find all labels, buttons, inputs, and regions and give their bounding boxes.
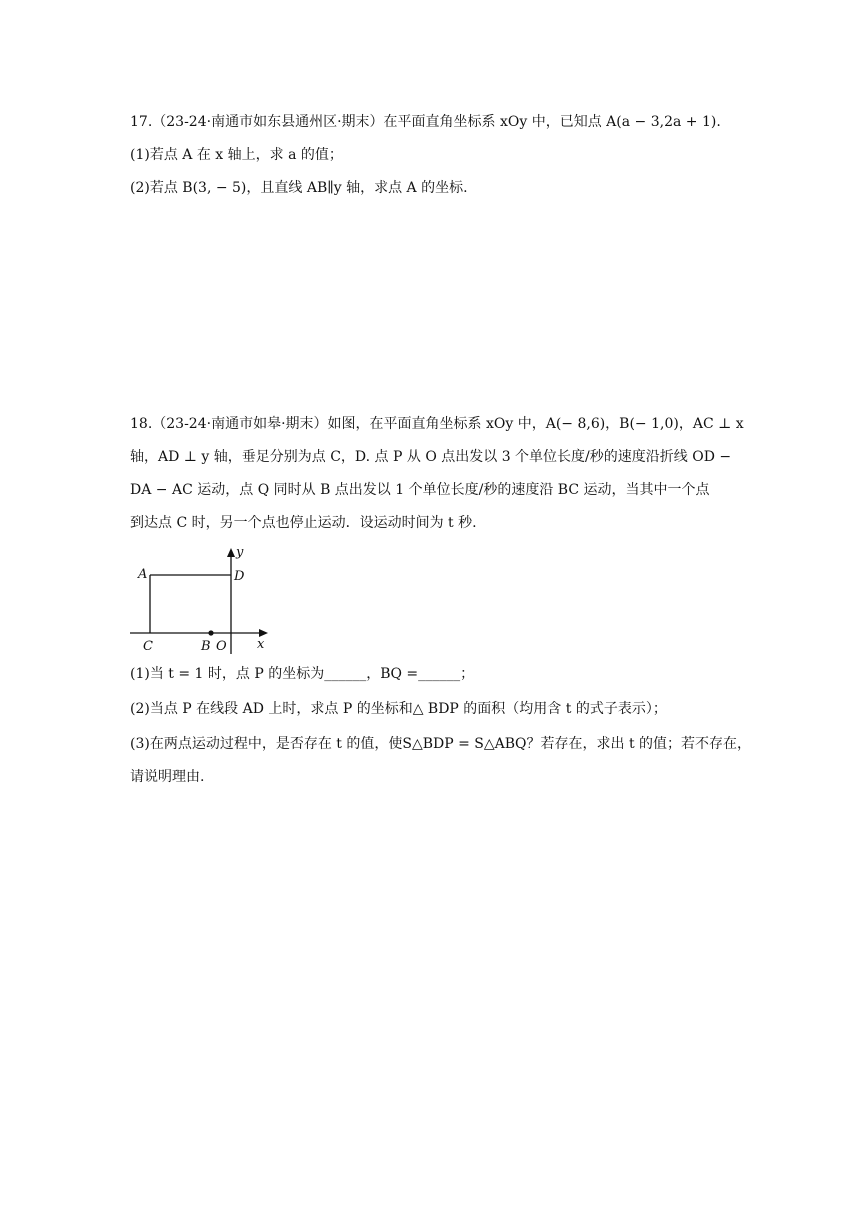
- q17-stem: 17.（23-24·南通市如东县通州区·期末）在平面直角坐标系 xOy 中，已知点 A(a − 3,2a + 1).: [130, 114, 721, 130]
- point-b: [208, 630, 213, 635]
- label-c: C: [143, 639, 153, 654]
- label-d: D: [234, 569, 245, 584]
- label-o: O: [216, 639, 227, 654]
- q17-part1: (1)若点 A 在 x 轴上，求 a 的值；: [130, 147, 343, 163]
- q18-line3: DA − AC 运动，点 Q 同时从 B 点出发以 1 个单位长度/秒的速度沿 BC 运动，当其中一个点: [130, 482, 710, 498]
- q18-part3-cont: 请说明理由.: [130, 769, 205, 785]
- q18-line4: 到达点 C 时，另一个点也停止运动．设运动时间为 t 秒.: [130, 515, 477, 531]
- q18-line1: 18.（23-24·南通市如皋·期末）如图，在平面直角坐标系 xOy 中，A(− 8,6)，B(− 1,0)，AC ⊥ x: [130, 416, 744, 432]
- q17-part2: (2)若点 B(3, − 5)，且直线 AB∥y 轴，求点 A 的坐标.: [130, 180, 468, 196]
- q18-part1: (1)当 t = 1 时，点 P 的坐标为______，BQ =______；: [130, 666, 475, 682]
- y-axis-arrow: [227, 548, 235, 557]
- q18-part3: (3)在两点运动过程中，是否存在 t 的值，使S△BDP = S△ABQ？若存在，求出 t 的值；若不存在，: [130, 736, 752, 752]
- coordinate-figure: [128, 544, 270, 656]
- label-y: y: [236, 545, 244, 560]
- label-b: B: [201, 639, 211, 654]
- label-a: A: [138, 567, 148, 582]
- q18-line2: 轴，AD ⊥ y 轴，垂足分别为点 C，D. 点 P 从 O 点出发以 3 个单位长度/秒的速度沿折线 OD −: [130, 449, 732, 465]
- q18-part2: (2)当点 P 在线段 AD 上时，求点 P 的坐标和△ BDP 的面积（均用含 t 的式子表示）；: [130, 701, 667, 717]
- label-x: x: [257, 637, 265, 652]
- x-axis-arrow: [259, 629, 268, 637]
